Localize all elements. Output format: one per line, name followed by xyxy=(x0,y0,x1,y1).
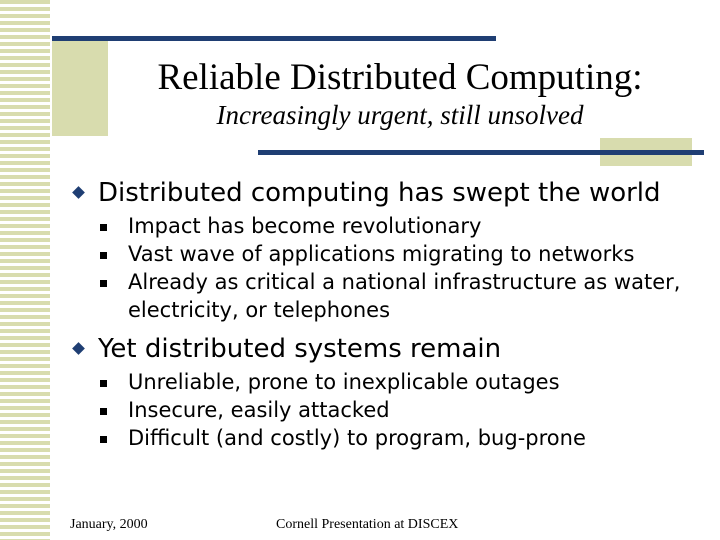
sub-bullet-list xyxy=(70,212,710,324)
bullet-text: Yet distributed systems remain xyxy=(98,334,502,364)
left-stripe-decoration xyxy=(0,0,50,540)
sub-bullet-text: Insecure, easily attacked xyxy=(128,398,390,422)
diamond-bullet-icon xyxy=(72,342,85,355)
slide-subtitle: Increasingly urgent, still unsolved xyxy=(216,100,584,130)
sub-bullet-item xyxy=(70,212,710,240)
bullet-item xyxy=(70,176,710,210)
square-bullet-icon xyxy=(100,436,107,443)
diamond-bullet-icon xyxy=(72,186,85,199)
title-bottom-rule xyxy=(258,150,704,155)
square-bullet-icon xyxy=(100,224,107,231)
square-bullet-icon xyxy=(100,380,107,387)
title-top-rule xyxy=(52,36,496,41)
square-bullet-icon xyxy=(100,252,107,259)
square-bullet-icon xyxy=(100,408,107,415)
square-bullet-icon xyxy=(100,280,107,287)
bullet-text: Distributed computing has swept the world xyxy=(98,178,661,208)
sub-bullet-item xyxy=(70,268,710,324)
slide-title: Reliable Distributed Computing: xyxy=(157,57,643,98)
footer-title: Cornell Presentation at DISCEX xyxy=(276,517,459,532)
sub-bullet-text: Difficult (and costly) to program, bug-prone xyxy=(128,426,586,450)
sub-bullet-text: Impact has become revolutionary xyxy=(128,214,482,238)
sub-bullet-text: Vast wave of applications migrating to networks xyxy=(128,242,635,266)
bullet-item xyxy=(70,332,710,366)
sub-bullet-item xyxy=(70,368,710,396)
bullet-list xyxy=(70,176,710,460)
footer-date: January, 2000 xyxy=(70,517,148,532)
sub-bullet-list xyxy=(70,368,710,452)
sub-bullet-text: Unreliable, prone to inexplicable outages xyxy=(128,370,560,394)
title-accent-block xyxy=(52,40,108,136)
sub-bullet-item xyxy=(70,240,710,268)
sub-bullet-item xyxy=(70,424,710,452)
sub-bullet-item xyxy=(70,396,710,424)
sub-bullet-text: Already as critical a national infrastructure as water, electricity, or telephones xyxy=(128,270,681,322)
